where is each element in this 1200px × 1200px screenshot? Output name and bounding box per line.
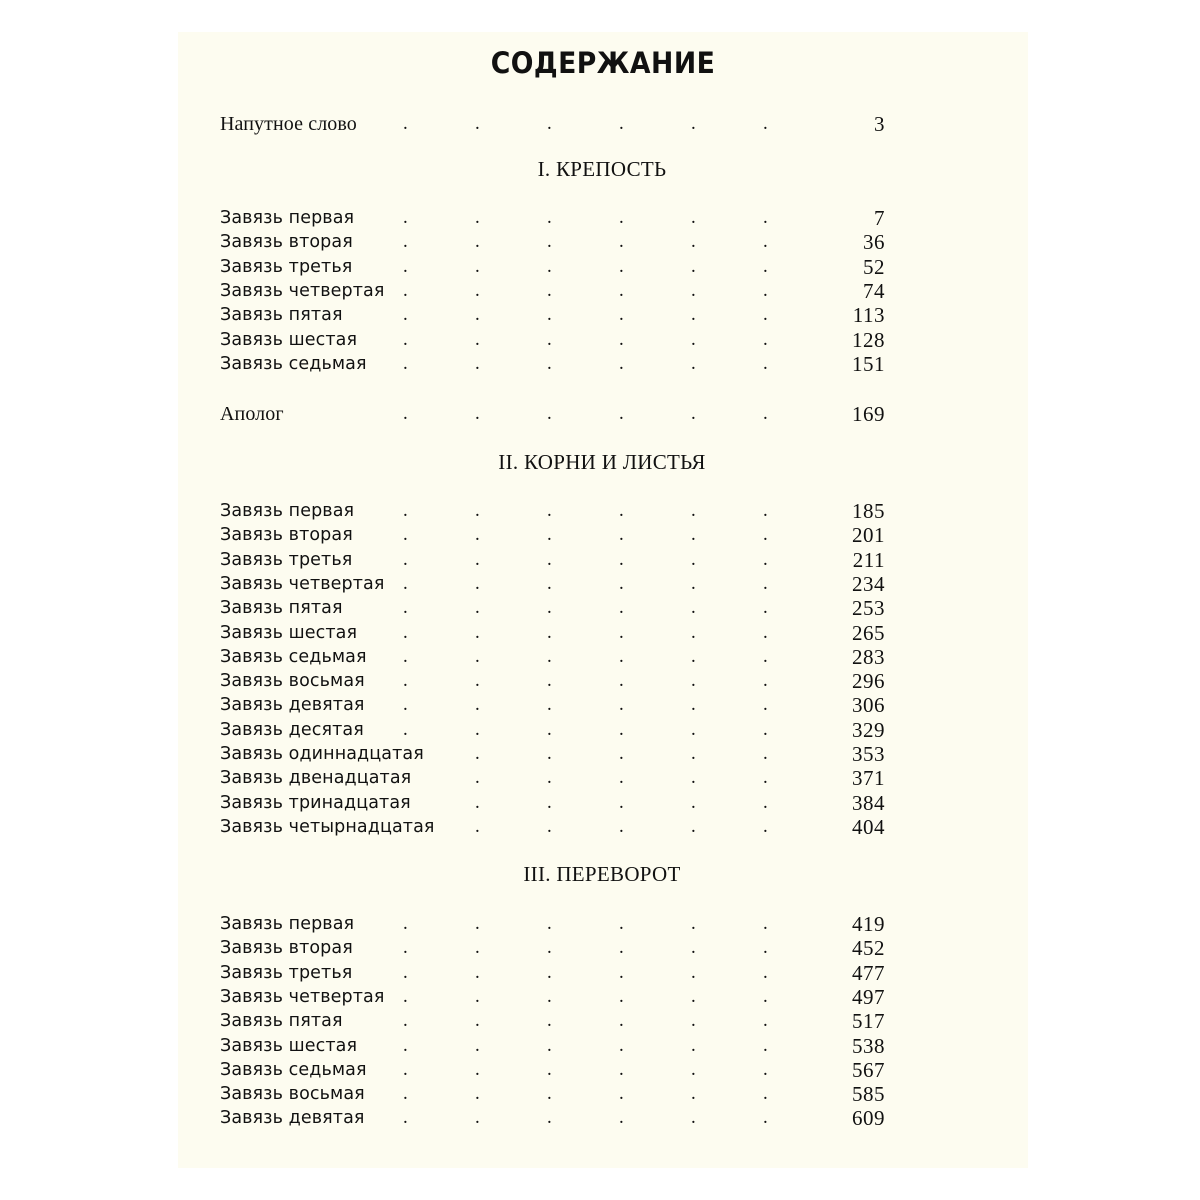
page-number: 567 <box>852 1057 885 1082</box>
entry-title: Завязь четвертая <box>220 573 385 594</box>
dot-leader: . . . . . . <box>403 500 768 521</box>
entry-title: Завязь седьмая <box>220 646 367 667</box>
entry-title: Завязь двенадцатая <box>220 768 412 789</box>
toc-entry[interactable] <box>220 351 885 376</box>
page-number: 419 <box>852 912 885 936</box>
page-number: 371 <box>852 766 885 791</box>
dot-leader: . . . . . . <box>403 279 768 301</box>
dot-leader: . . . . . . <box>403 572 768 594</box>
toc-entry-intro[interactable] <box>220 112 885 136</box>
page-number: 234 <box>852 571 885 596</box>
dot-leader: . . . . . . <box>403 548 768 570</box>
dot-leader: . . . . . . <box>403 231 768 253</box>
entry-title: Завязь первая <box>220 208 355 228</box>
entry-title: Завязь вторая <box>220 525 353 546</box>
dot-leader: . . . . . . <box>403 304 768 326</box>
dot-leader: . . . . . . <box>403 1083 768 1105</box>
page-number: 353 <box>852 742 885 766</box>
entry-title: Завязь третья <box>220 549 353 570</box>
dot-leader: . . . . . . <box>403 645 768 667</box>
entry-title: Завязь вторая <box>220 938 353 959</box>
entry-title: Напутное слово <box>220 113 357 135</box>
entry-title: Аполог <box>220 403 284 425</box>
page-number: 477 <box>852 960 885 985</box>
dot-leader: . . . . . <box>475 767 768 789</box>
dot-leader: . . . . . . <box>403 403 768 424</box>
entry-title: Завязь пятая <box>220 598 343 619</box>
entry-title: Завязь пятая <box>220 1011 343 1032</box>
toc-entry[interactable] <box>220 254 885 279</box>
toc-entry[interactable] <box>220 278 885 303</box>
entry-title: Завязь шестая <box>220 622 358 643</box>
toc-entry[interactable] <box>220 912 885 936</box>
dot-leader: . . . . . . <box>403 1010 768 1032</box>
page-number: 497 <box>852 984 885 1009</box>
dot-leader: . . . . . . <box>403 597 768 619</box>
dot-leader: . . . . . <box>475 743 768 764</box>
entry-title: Завязь шестая <box>220 329 358 350</box>
toc-entry[interactable] <box>220 936 885 961</box>
page-number: 609 <box>852 1106 885 1131</box>
page-number: 306 <box>852 693 885 718</box>
entry-title: Завязь десятая <box>220 719 364 740</box>
dot-leader: . . . . . . <box>403 985 768 1007</box>
page-number: 113 <box>852 303 885 328</box>
page-title: СОДЕРЖАНИЕ <box>490 46 716 80</box>
entry-title: Завязь первая <box>220 501 355 521</box>
toc-entry[interactable] <box>220 1106 885 1131</box>
page-number: 3 <box>874 112 885 136</box>
entry-title: Завязь одиннадцатая <box>220 744 424 764</box>
entry-title: Завязь вторая <box>220 232 353 253</box>
entry-title: Завязь седьмая <box>220 353 367 374</box>
dot-leader: . . . . . . <box>403 937 768 959</box>
dot-leader: . . . . . . <box>403 328 768 350</box>
page-number: 452 <box>852 936 885 961</box>
dot-leader: . . . . . . <box>403 1034 768 1056</box>
page-number: 151 <box>852 351 885 376</box>
page-number: 36 <box>863 230 885 255</box>
entry-title: Завязь тринадцатая <box>220 792 411 813</box>
toc-entry[interactable] <box>220 814 885 839</box>
dot-leader: . . . . . . <box>403 694 768 716</box>
entry-title: Завязь восьмая <box>220 1084 365 1105</box>
toc-entry[interactable] <box>220 547 885 572</box>
entry-title: Завязь шестая <box>220 1035 358 1056</box>
toc-entry[interactable] <box>220 230 885 255</box>
entry-title: Завязь четвертая <box>220 280 385 301</box>
dot-leader: . . . . . . <box>403 961 768 983</box>
dot-leader: . . . . . . <box>403 352 768 374</box>
dot-leader: . . . . . <box>475 815 768 837</box>
toc-entry[interactable] <box>220 790 885 815</box>
toc-entry[interactable] <box>220 596 885 621</box>
entry-title: Завязь седьмая <box>220 1059 367 1080</box>
toc-entry[interactable] <box>220 669 885 694</box>
toc-entry[interactable] <box>220 742 885 766</box>
page-number: 329 <box>852 717 885 742</box>
dot-leader: . . . . . . <box>403 670 768 692</box>
section-heading-1: I. КРЕПОСТЬ <box>537 157 667 181</box>
toc-entry[interactable] <box>220 717 885 742</box>
page-number: 384 <box>852 790 885 815</box>
toc-entry[interactable] <box>220 1009 885 1034</box>
toc-entry[interactable] <box>220 1033 885 1058</box>
toc-entry[interactable] <box>220 523 885 548</box>
dot-leader: . . . . . . <box>403 207 768 228</box>
toc-entry[interactable] <box>220 327 885 352</box>
dot-leader: . . . . . <box>475 791 768 813</box>
toc-entry[interactable] <box>220 620 885 645</box>
page-number: 283 <box>852 644 885 669</box>
entry-title: Завязь девятая <box>220 1108 365 1129</box>
contents-page <box>178 32 1028 1168</box>
page-number: 52 <box>863 254 885 279</box>
dot-leader: . . . . . . <box>403 621 768 643</box>
entry-title: Завязь третья <box>220 962 353 983</box>
toc-entry[interactable] <box>220 206 885 230</box>
entry-title: Завязь первая <box>220 914 355 934</box>
entry-title: Завязь восьмая <box>220 671 365 692</box>
page-number: 538 <box>852 1033 885 1058</box>
page-number: 517 <box>852 1009 885 1034</box>
toc-entry[interactable] <box>220 499 885 523</box>
page-number: 185 <box>852 499 885 523</box>
entry-title: Завязь третья <box>220 256 353 277</box>
toc-entry[interactable] <box>220 766 885 791</box>
dot-leader: . . . . . . <box>403 913 768 934</box>
page-number: 265 <box>852 620 885 645</box>
page-number: 169 <box>852 402 885 426</box>
page-number: 128 <box>852 327 885 352</box>
toc-entry[interactable] <box>220 693 885 718</box>
page-number: 585 <box>852 1082 885 1107</box>
page-number: 404 <box>852 814 885 839</box>
dot-leader: . . . . . . <box>403 255 768 277</box>
page-number: 211 <box>852 547 885 572</box>
page-number: 74 <box>863 278 885 303</box>
toc-entry[interactable] <box>220 1082 885 1107</box>
page-number: 7 <box>874 206 885 230</box>
entry-title: Завязь девятая <box>220 695 365 716</box>
toc-entry[interactable] <box>220 303 885 328</box>
page-number: 296 <box>852 669 885 694</box>
toc-entry-apolog[interactable] <box>220 402 885 426</box>
entry-title: Завязь четвертая <box>220 986 385 1007</box>
entry-title: Завязь пятая <box>220 305 343 326</box>
page-number: 253 <box>852 596 885 621</box>
section-heading-2: II. КОРНИ И ЛИСТЬЯ <box>498 450 706 474</box>
toc-entry[interactable] <box>220 571 885 596</box>
dot-leader: . . . . . . <box>403 1058 768 1080</box>
page-number: 201 <box>852 523 885 548</box>
dot-leader: . . . . . . <box>403 718 768 740</box>
toc-entry[interactable] <box>220 960 885 985</box>
dot-leader: . . . . . . <box>403 524 768 546</box>
dot-leader: . . . . . . <box>403 1107 768 1129</box>
toc-entry[interactable] <box>220 984 885 1009</box>
toc-entry[interactable] <box>220 644 885 669</box>
dot-leader: . . . . . . <box>403 113 768 134</box>
toc-entry[interactable] <box>220 1057 885 1082</box>
entry-title: Завязь четырнадцатая <box>220 816 435 837</box>
section-heading-3: III. ПЕРЕВОРОТ <box>523 862 681 886</box>
